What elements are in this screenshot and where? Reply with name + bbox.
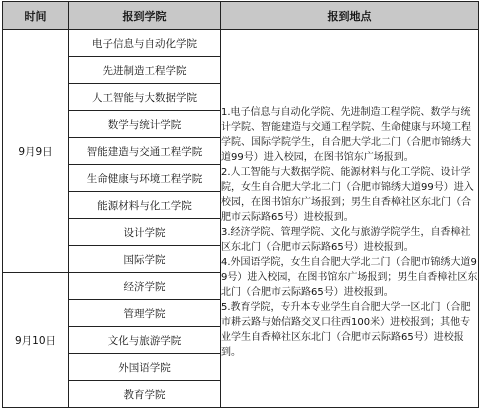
- college-cell: 设计学院: [69, 219, 221, 246]
- date-cell-day2: 9月10日: [3, 273, 69, 408]
- college-cell: 外国语学院: [69, 354, 221, 381]
- header-time: 时间: [3, 2, 69, 30]
- location-item-3: 3.经济学院、管理学院、文化与旅游学院学生，自香樟社区东北门（合肥市云际路65号）进校报到。: [221, 227, 471, 253]
- location-item-5: 5.教育学院，专升本专业学生自合肥大学一区北门（合肥市耕云路与始信路交叉口往西100米）进校报到；其他专业学生自香樟社区东北门（合肥市云际路65号）进校报到。: [221, 302, 471, 358]
- college-cell: 智能建造与交通工程学院: [69, 138, 221, 165]
- college-cell: 教育学院: [69, 381, 221, 408]
- college-cell: 管理学院: [69, 300, 221, 327]
- location-cell: [221, 30, 479, 408]
- college-cell: 电子信息与自动化学院: [69, 30, 221, 57]
- college-cell: 经济学院: [69, 273, 221, 300]
- header-college: 报到学院: [69, 2, 221, 30]
- table-row: [3, 30, 479, 57]
- registration-schedule-table: [2, 1, 479, 408]
- college-cell: 人工智能与大数据学院: [69, 84, 221, 111]
- header-location: 报到地点: [221, 2, 479, 30]
- location-item-2: 2.人工智能与大数据学院、能源材料与化工学院、设计学院，女生自合肥大学北二门（合肥市锦绣大道99号）进入校园，在图书馆东广场报到；男生自香樟社区东北门（合肥市云际路65号）进校报到。: [221, 167, 474, 223]
- college-cell: 国际学院: [69, 246, 221, 273]
- header-row: [3, 2, 479, 30]
- college-cell: 文化与旅游学院: [69, 327, 221, 354]
- college-cell: 能源材料与化工学院: [69, 192, 221, 219]
- college-cell: 生命健康与环境工程学院: [69, 165, 221, 192]
- location-item-4: 4.外国语学院，女生自合肥大学北二门（合肥市锦绣大道99号）进入校园，在图书馆东广场报到；男生自香樟社区东北门（合肥市云际路65号）进校报到。: [221, 257, 478, 298]
- college-cell: 先进制造工程学院: [69, 57, 221, 84]
- date-cell-day1: 9月9日: [3, 30, 69, 273]
- college-cell: 数学与统计学院: [69, 111, 221, 138]
- location-item-1: 1.电子信息与自动化学院、先进制造工程学院、数学与统计学院、智能建造与交通工程学院、生命健康与环境工程学院、国际学院学生，自合肥大学北二门（合肥市锦绣大道99号）进入校园，在图书馆东广场报到。: [221, 107, 471, 163]
